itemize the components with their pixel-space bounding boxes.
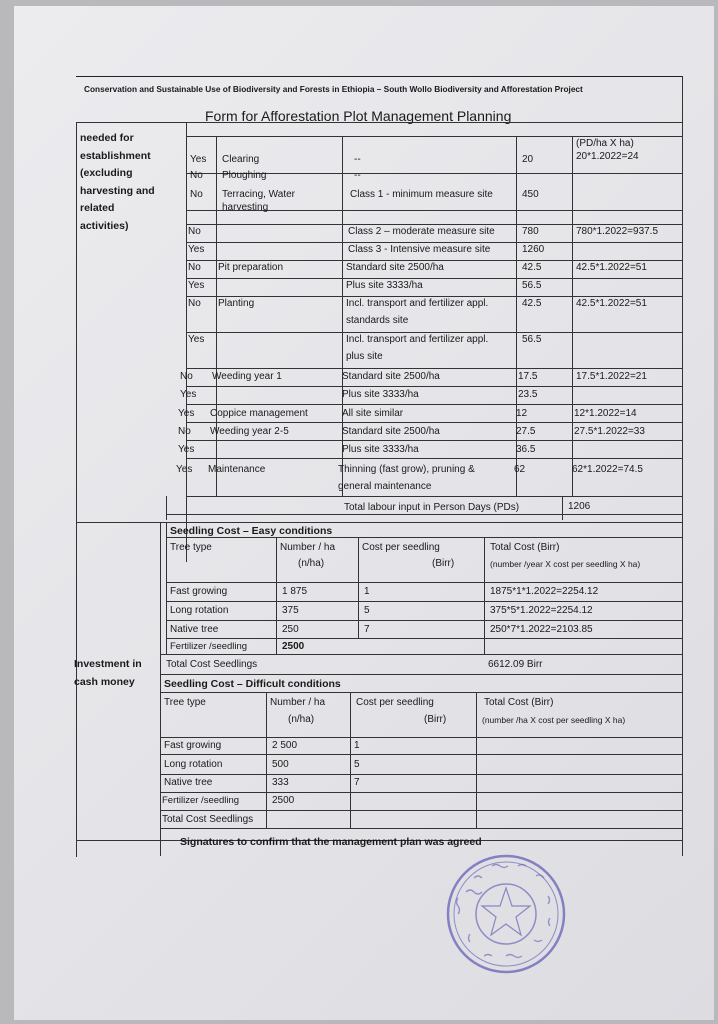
cell-text: No xyxy=(178,426,191,437)
table-rule xyxy=(186,386,682,387)
table-rule xyxy=(186,136,682,137)
cell-text: 250*7*1.2022=2103.85 xyxy=(490,624,593,635)
cell-text: Fast growing xyxy=(164,740,222,751)
cell-text: 375 xyxy=(282,605,299,616)
cell-text: Total Cost (Birr) xyxy=(490,542,560,553)
cell-text: No xyxy=(188,262,201,273)
table-rule xyxy=(572,136,573,496)
table-rule xyxy=(166,496,167,520)
table-rule xyxy=(160,654,682,655)
cell-text: Fertilizer /seedling xyxy=(170,641,248,652)
cell-text: Maintenance xyxy=(208,464,266,475)
table-rule xyxy=(160,754,682,755)
cell-text: 62*1.2022=74.5 xyxy=(572,464,643,475)
table-rule xyxy=(682,76,683,856)
total-labour-value: 1206 xyxy=(568,501,591,512)
cell-text: Cost per seedling xyxy=(356,697,434,708)
investment-label: Investment in cash money xyxy=(74,658,142,688)
table-rule xyxy=(350,692,351,828)
cell-text: Coppice management xyxy=(210,408,308,419)
table-rule xyxy=(186,242,682,243)
cell-text: 1 xyxy=(364,586,370,597)
cell-text: Class 1 - minimum measure site xyxy=(350,189,493,200)
cell-text: Yes xyxy=(178,444,195,455)
cell-text: 333 xyxy=(272,777,289,788)
cell-text: 1 xyxy=(354,740,360,751)
cell-text: 375*5*1.2022=2254.12 xyxy=(490,605,593,616)
cell-text: Tree type xyxy=(164,697,206,708)
table-rule xyxy=(186,404,682,405)
cell-text: (PD/ha X ha) xyxy=(576,138,634,149)
cell-text: No xyxy=(190,189,203,200)
official-stamp-icon xyxy=(444,852,568,976)
cell-text: Fertilizer /seedling xyxy=(162,795,240,806)
cell-text: -- xyxy=(354,170,361,181)
table-rule xyxy=(186,296,682,297)
cell-text: Yes xyxy=(180,389,197,400)
cell-text: 12 xyxy=(516,408,528,419)
form-title: Form for Afforestation Plot Management Planning xyxy=(205,108,512,124)
cell-text: Yes xyxy=(178,408,195,419)
table-rule xyxy=(160,692,682,693)
cell-text: Standard site 2500/ha xyxy=(346,262,444,273)
cell-text: Clearing xyxy=(222,154,260,165)
cell-text: Ploughing xyxy=(222,170,267,181)
cell-text: All site similar xyxy=(342,408,404,419)
project-header: Conservation and Sustainable Use of Biodiversity and Forests in Ethiopia – South Wollo Biodiversity and Afforestation Project xyxy=(84,84,583,94)
cell-text: (n/ha) xyxy=(288,714,315,725)
cell-text: Thinning (fast grow), pruning & xyxy=(338,464,475,475)
table-rule xyxy=(166,514,682,515)
cell-text: Cost per seedling xyxy=(362,542,440,553)
cell-text: 2500 xyxy=(282,641,305,652)
cell-text: 7 xyxy=(354,777,360,788)
table-rule xyxy=(166,537,682,538)
cell-text: Standard site 2500/ha xyxy=(342,371,440,382)
cell-text: Pit preparation xyxy=(218,262,284,273)
table-rule xyxy=(186,332,682,333)
table-rule xyxy=(160,828,682,829)
cell-text: 42.5*1.2022=51 xyxy=(576,262,647,273)
cell-text: 1875*1*1.2022=2254.12 xyxy=(490,586,599,597)
cell-text: Yes xyxy=(188,334,205,345)
cell-text: Long rotation xyxy=(170,605,229,616)
cell-text: 27.5*1.2022=33 xyxy=(574,426,645,437)
table-rule xyxy=(216,136,217,496)
table-rule xyxy=(166,638,682,639)
table-rule xyxy=(186,496,682,497)
cell-text: plus site xyxy=(346,351,383,362)
cell-text: Plus site 3333/ha xyxy=(346,280,423,291)
cell-text: Seedling Cost – Easy conditions xyxy=(170,525,333,537)
table-rule xyxy=(186,260,682,261)
cell-text: 12*1.2022=14 xyxy=(574,408,637,419)
cell-text: 5 xyxy=(354,759,360,770)
cell-text: Yes xyxy=(176,464,193,475)
scanned-page xyxy=(14,6,714,1020)
cell-text: 42.5 xyxy=(522,262,542,273)
cell-text: 20*1.2022=24 xyxy=(576,151,639,162)
cell-text: Plus site 3333/ha xyxy=(342,444,419,455)
cell-text: 17.5*1.2022=21 xyxy=(576,371,647,382)
table-rule xyxy=(562,496,563,520)
table-rule xyxy=(166,522,167,654)
cell-text: -- xyxy=(354,154,361,165)
table-rule xyxy=(358,538,359,638)
cell-text: 56.5 xyxy=(522,334,542,345)
signatures-line: Signatures to confirm that the management plan was agreed xyxy=(180,836,482,848)
cell-text: 250 xyxy=(282,624,299,635)
cell-text: No xyxy=(190,170,203,181)
table-rule xyxy=(186,368,682,369)
cell-text: standards site xyxy=(346,315,409,326)
cell-text: Seedling Cost – Difficult conditions xyxy=(164,678,341,690)
cell-text: Native tree xyxy=(170,624,219,635)
cell-text: 17.5 xyxy=(518,371,538,382)
cell-text: (number /ha X cost per seedling X ha) xyxy=(482,715,626,725)
cell-text: 42.5 xyxy=(522,298,542,309)
cell-text: 5 xyxy=(364,605,370,616)
cell-text: Plus site 3333/ha xyxy=(342,389,419,400)
table-rule xyxy=(76,122,682,123)
cell-text: (number /year X cost per seedling X ha) xyxy=(490,559,641,569)
table-rule xyxy=(76,122,77,857)
cell-text: 2500 xyxy=(272,795,295,806)
activities-label: needed for establishment (excluding harvesting and related activities) xyxy=(80,132,155,232)
cell-text: 20 xyxy=(522,154,534,165)
table-rule xyxy=(160,774,682,775)
cell-text: 780 xyxy=(522,226,539,237)
table-rule xyxy=(342,136,343,496)
cell-text: Weeding year 2-5 xyxy=(210,426,289,437)
table-rule xyxy=(484,538,485,654)
total-labour-label: Total labour input in Person Days (PDs) xyxy=(344,502,520,513)
cell-text: Total Cost Seedlings xyxy=(166,659,258,670)
cell-text: Yes xyxy=(190,154,207,165)
cell-text: 1 875 xyxy=(282,586,308,597)
cell-text: 42.5*1.2022=51 xyxy=(576,298,647,309)
cell-text: 7 xyxy=(364,624,370,635)
cell-text: No xyxy=(188,298,201,309)
cell-text: 780*1.2022=937.5 xyxy=(576,226,659,237)
table-rule xyxy=(160,737,682,738)
table-rule xyxy=(266,692,267,828)
table-rule xyxy=(166,582,682,583)
cell-text: Incl. transport and fertilizer appl. xyxy=(346,334,489,345)
table-rule xyxy=(186,458,682,459)
cell-text: Number / ha xyxy=(270,697,326,708)
cell-text: 56.5 xyxy=(522,280,542,291)
cell-text: 450 xyxy=(522,189,539,200)
table-rule xyxy=(276,538,277,654)
table-rule xyxy=(186,440,682,441)
cell-text: (n/ha) xyxy=(298,558,325,569)
cell-text: 500 xyxy=(272,759,289,770)
cell-text: No xyxy=(188,226,201,237)
cell-text: Class 3 - Intensive measure site xyxy=(348,244,491,255)
cell-text: harvesting xyxy=(222,202,269,213)
table-rule xyxy=(186,422,682,423)
cell-text: Total Cost (Birr) xyxy=(484,697,554,708)
cell-text: 62 xyxy=(514,464,526,475)
cell-text: general maintenance xyxy=(338,481,432,492)
cell-text: No xyxy=(180,371,193,382)
cell-text: Weeding year 1 xyxy=(212,371,282,382)
cell-text: Fast growing xyxy=(170,586,228,597)
cell-text: 36.5 xyxy=(516,444,536,455)
table-rule xyxy=(186,224,682,225)
cell-text: Native tree xyxy=(164,777,213,788)
cell-text: (Birr) xyxy=(424,714,447,725)
cell-text: Terracing, Water xyxy=(222,189,295,200)
table-rule xyxy=(160,522,161,856)
cell-text: 2 500 xyxy=(272,740,298,751)
cell-text: Incl. transport and fertilizer appl. xyxy=(346,298,489,309)
table-rule xyxy=(166,601,682,602)
cell-text: 6612.09 Birr xyxy=(488,659,543,670)
cell-text: Number / ha xyxy=(280,542,336,553)
table-rule xyxy=(186,278,682,279)
top-rule xyxy=(76,76,682,77)
cell-text: Long rotation xyxy=(164,759,223,770)
cell-text: 27.5 xyxy=(516,426,536,437)
cell-text: Tree type xyxy=(170,542,212,553)
cell-text: 23.5 xyxy=(518,389,538,400)
table-rule xyxy=(160,810,682,811)
table-rule xyxy=(160,792,682,793)
cell-text: Total Cost Seedlings xyxy=(162,814,254,825)
table-rule xyxy=(516,136,517,496)
cell-text: Yes xyxy=(188,244,205,255)
cell-text: Standard site 2500/ha xyxy=(342,426,440,437)
table-rule xyxy=(160,674,682,675)
cell-text: Yes xyxy=(188,280,205,291)
cell-text: Planting xyxy=(218,298,255,309)
table-rule xyxy=(476,692,477,828)
cell-text: 1260 xyxy=(522,244,545,255)
table-rule xyxy=(166,620,682,621)
cell-text: (Birr) xyxy=(432,558,455,569)
cell-text: Class 2 – moderate measure site xyxy=(348,226,495,237)
